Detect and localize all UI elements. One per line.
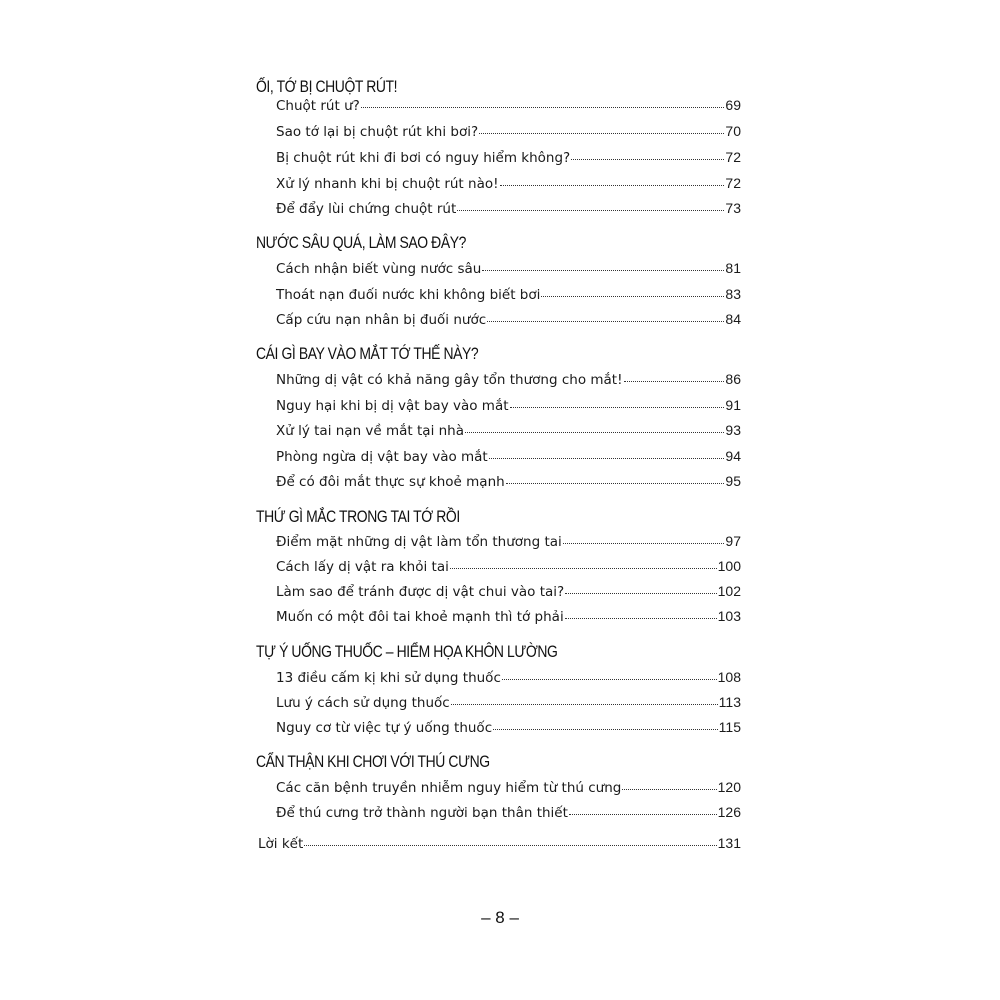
- entry-label: Sao tớ lại bị chuột rút khi bơi?: [276, 124, 479, 140]
- entry-page: 69: [725, 97, 741, 113]
- entry-label: Để có đôi mắt thực sự khoẻ mạnh: [276, 474, 505, 490]
- toc-entry[interactable]: [276, 421, 741, 441]
- leader-dots: [489, 447, 725, 461]
- entry-label: Để đẩy lùi chứng chuột rút: [276, 201, 457, 217]
- toc-entry[interactable]: [276, 285, 741, 305]
- entry-page: 93: [725, 422, 741, 438]
- entry-page: 83: [725, 286, 741, 302]
- toc-entry[interactable]: [276, 778, 741, 798]
- leader-dots: [563, 532, 725, 546]
- leader-dots: [624, 370, 725, 384]
- leader-dots: [487, 310, 724, 324]
- leader-dots: [510, 396, 725, 410]
- entry-label: 13 điều cấm kị khi sử dụng thuốc: [276, 670, 501, 686]
- toc-entry[interactable]: [276, 668, 741, 688]
- leader-dots: [304, 834, 716, 848]
- entry-label: Thoát nạn đuối nước khi không biết bơi: [276, 287, 541, 303]
- entry-label: Muốn có một đôi tai khoẻ mạnh thì tớ phải: [276, 609, 564, 625]
- leader-dots: [502, 668, 717, 682]
- leader-dots: [361, 96, 725, 110]
- leader-dots: [465, 421, 724, 435]
- leader-dots: [479, 122, 724, 136]
- entry-label: Chuột rút ư?: [276, 98, 360, 114]
- entry-label: Xử lý nhanh khi bị chuột rút nào!: [276, 176, 499, 192]
- entry-page: 108: [717, 669, 741, 685]
- entry-label: Điểm mặt những dị vật làm tổn thương tai: [276, 534, 562, 550]
- page-number: – 8 –: [481, 908, 519, 927]
- toc-entry-closing[interactable]: [258, 834, 741, 854]
- entry-page: 113: [718, 694, 741, 710]
- toc-entry[interactable]: [276, 122, 741, 142]
- entry-page: 115: [718, 719, 741, 735]
- entry-page: 84: [725, 311, 741, 327]
- entry-label: Bị chuột rút khi đi bơi có nguy hiểm không?: [276, 150, 571, 166]
- leader-dots: [450, 557, 717, 571]
- entry-label: Cách lấy dị vật ra khỏi tai: [276, 559, 449, 575]
- entry-page: 126: [717, 804, 741, 820]
- toc-entry[interactable]: [276, 718, 741, 738]
- toc-entry[interactable]: [276, 607, 741, 627]
- toc-entry[interactable]: [276, 472, 741, 492]
- toc-entry[interactable]: [276, 96, 741, 116]
- leader-dots: [506, 472, 725, 486]
- entry-label: Nguy hại khi bị dị vật bay vào mắt: [276, 398, 509, 414]
- entry-label: Cấp cứu nạn nhân bị đuối nước: [276, 312, 487, 328]
- section-heading: CÁI GÌ BAY VÀO MẮT TỚ THẾ NÀY?: [256, 344, 479, 363]
- entry-page: 103: [717, 608, 741, 624]
- entry-label: Nguy cơ từ việc tự ý uống thuốc: [276, 720, 493, 736]
- toc-entry[interactable]: [276, 803, 741, 823]
- entry-page: 97: [725, 533, 741, 549]
- section-heading: CẨN THẬN KHI CHƠI VỚI THÚ CƯNG: [256, 752, 490, 771]
- leader-dots: [565, 607, 717, 621]
- entry-page: 94: [725, 448, 741, 464]
- entry-page: 120: [717, 779, 741, 795]
- entry-label: Các căn bệnh truyền nhiễm nguy hiểm từ thú cưng: [276, 780, 622, 796]
- leader-dots: [622, 778, 716, 792]
- entry-label: Lời kết: [258, 836, 304, 852]
- leader-dots: [457, 199, 724, 213]
- entry-label: Những dị vật có khả năng gây tổn thương cho mắt!: [276, 372, 623, 388]
- section-heading: ỐI, TỚ BỊ CHUỘT RÚT!: [256, 77, 398, 96]
- toc-entry[interactable]: [276, 396, 741, 416]
- entry-page: 95: [725, 473, 741, 489]
- entry-page: 81: [725, 260, 741, 276]
- entry-label: Để thú cưng trở thành người bạn thân thiết: [276, 805, 568, 821]
- entry-page: 72: [725, 149, 741, 165]
- entry-label: Làm sao để tránh được dị vật chui vào tai?: [276, 584, 565, 600]
- entry-page: 72: [725, 175, 741, 191]
- toc-entry[interactable]: [276, 447, 741, 467]
- toc-entry[interactable]: [276, 693, 741, 713]
- toc-entry[interactable]: [276, 174, 741, 194]
- toc-entry[interactable]: [276, 557, 741, 577]
- section-heading: NƯỚC SÂU QUÁ, LÀM SAO ĐÂY?: [256, 233, 466, 252]
- entry-label: Cách nhận biết vùng nước sâu: [276, 261, 482, 277]
- entry-page: 70: [725, 123, 741, 139]
- leader-dots: [493, 718, 718, 732]
- leader-dots: [571, 148, 724, 162]
- entry-page: 102: [717, 583, 741, 599]
- leader-dots: [569, 803, 717, 817]
- entry-label: Phòng ngừa dị vật bay vào mắt: [276, 449, 488, 465]
- leader-dots: [482, 259, 724, 273]
- toc-entry[interactable]: [276, 199, 741, 219]
- toc-entry[interactable]: [276, 148, 741, 168]
- entry-page: 86: [725, 371, 741, 387]
- leader-dots: [451, 693, 718, 707]
- leader-dots: [541, 285, 724, 299]
- entry-label: Xử lý tai nạn về mắt tại nhà: [276, 423, 464, 439]
- leader-dots: [500, 174, 725, 188]
- toc-entry[interactable]: [276, 259, 741, 279]
- entry-page: 73: [725, 200, 741, 216]
- toc-entry[interactable]: [276, 310, 741, 330]
- section-heading: TỰ Ý UỐNG THUỐC – HIỂM HỌA KHÔN LƯỜNG: [256, 642, 558, 661]
- toc-entry[interactable]: [276, 532, 741, 552]
- toc-entry[interactable]: [276, 582, 741, 602]
- entry-page: 100: [717, 558, 741, 574]
- entry-label: Lưu ý cách sử dụng thuốc: [276, 695, 450, 711]
- leader-dots: [565, 582, 716, 596]
- entry-page: 131: [717, 835, 741, 851]
- entry-page: 91: [725, 397, 741, 413]
- section-heading: THỨ GÌ MẮC TRONG TAI TỚ RỒI: [256, 507, 460, 526]
- toc-entry[interactable]: [276, 370, 741, 390]
